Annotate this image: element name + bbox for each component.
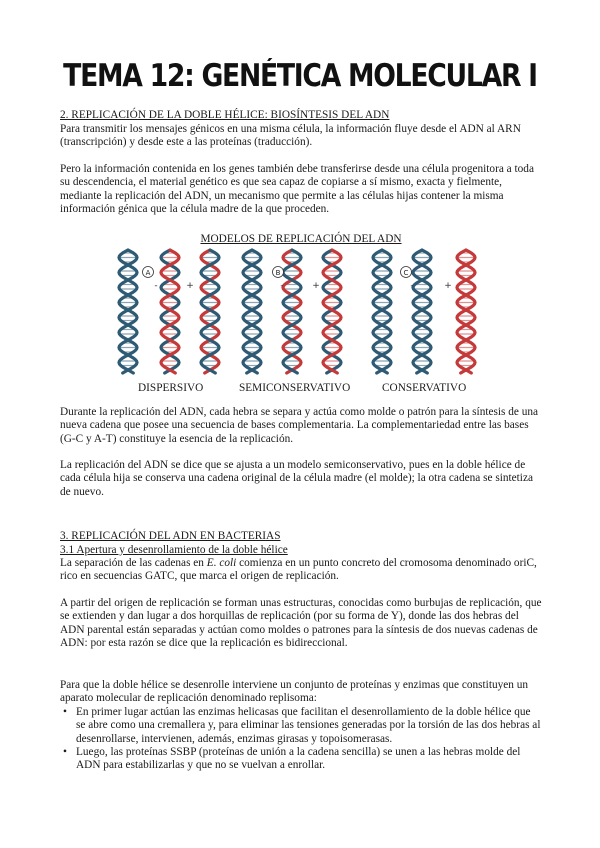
section-3-paragraph-3: Para que la doble hélice se desenrolle interviene un conjunto de proteínas y enzimas que constituyen un aparato molecular de replicación denominado replisoma: — [60, 679, 529, 705]
species-name: E. coli — [206, 557, 237, 569]
label-conservative: CONSERVATIVO — [382, 382, 467, 394]
semiconservative-parental-helix — [243, 250, 261, 373]
list-item: • En primer lugar actúan las enzimas helicasas que facilitan el desenrollamiento de la doble hélice que se abre como una cremallera y, para eliminar las tensiones generadas por la torsión de las dos hebras al desenrollarse, intervienen, además, enzimas girasas y topoisomerasas. — [60, 706, 542, 746]
model-marker-c — [401, 267, 412, 278]
replication-models-figure — [110, 246, 490, 378]
section-3-paragraph-2: A partir del origen de replicación se forman unas estructuras, conocidas como burbujas de replicación, que se extienden y dan lugar a dos horquillas de replicación (por su forma de Y), donde las dos hebras del ADN parental están separadas y actúan como moldes o patrones para la síntesis de dos nuevas cadenas de ADN: por esta razón se dice que la replicación es bidireccional. — [60, 597, 542, 649]
plus-sign: + — [312, 281, 320, 291]
replisome-bullet-list — [60, 706, 542, 772]
minus-sign: - — [280, 281, 284, 291]
svg-text:A: A — [145, 269, 151, 277]
figure-title: MODELOS DE REPLICACIÓN DEL ADN — [200, 233, 402, 245]
section-2-paragraph-2: Pero la información contenida en los genes también debe transferirse desde una célula progenitora a toda su descendencia, el material genético es que sea capaz de copiarse a sí mismo, exacta y fielmente, mediante la replicación del ADN, un mecanismo que permite a las células hijas contener la misma información génica que la célula madre de la que proceden. — [60, 163, 534, 215]
svg-text:B: B — [275, 269, 281, 277]
label-dispersive: DISPERSIVO — [138, 382, 204, 394]
dispersive-daughter-helix-1 — [161, 250, 179, 373]
minus-sign: - — [410, 281, 414, 291]
model-marker-a — [143, 267, 154, 278]
dispersive-parental-helix — [119, 250, 137, 373]
plus-sign: + — [444, 281, 452, 291]
model-marker-b — [273, 267, 284, 278]
label-semiconservative: SEMICONSERVATIVO — [239, 382, 351, 394]
page-title: TEMA 12: GENÉTICA MOLECULAR I — [63, 58, 537, 94]
minus-sign: - — [154, 281, 158, 291]
conservative-parental-helix — [373, 250, 391, 373]
conservative-daughter-helix-1 — [413, 250, 431, 373]
section-2-paragraph-3: Durante la replicación del ADN, cada hebra se separa y actúa como molde o patrón para la síntesis de una nueva cadena que posee una secuencia de bases complementaria. La complementariedad entre las bases (G-C y A-T) constituye la esencia de la replicación. — [60, 406, 539, 445]
conservative-daughter-helix-2 — [457, 250, 475, 373]
semiconservative-daughter-helix-1 — [283, 250, 301, 373]
section-2-paragraph-4: La replicación del ADN se dice que se ajusta a un modelo semiconservativo, pues en la doble hélice de cada célula hija se conserva una cadena original de la célula madre (el molde); la otra cadena se sintetiza de nuevo. — [60, 459, 533, 498]
svg-text:C: C — [403, 269, 409, 277]
dispersive-daughter-helix-2 — [201, 250, 219, 373]
semiconservative-daughter-helix-2 — [323, 250, 341, 373]
section-2-heading: 2. REPLICACIÓN DE LA DOBLE HÉLICE: BIOSÍNTESIS DEL ADN — [60, 109, 390, 121]
section-3-heading: 3. REPLICACIÓN DEL ADN EN BACTERIAS — [60, 530, 281, 542]
list-item: • Luego, las proteínas SSBP (proteínas de unión a la cadena sencilla) se unen a las hebras molde del ADN para estabilizarlas y que no se vuelvan a enrollar. — [60, 746, 542, 773]
section-3-1-subheading: 3.1 Apertura y desenrollamiento de la doble hélice — [60, 544, 288, 556]
section-3-paragraph-1: La separación de las cadenas en E. coli comienza en un punto concreto del cromosoma denominado oriC, rico en secuencias GATC, que marca el origen de replicación. — [60, 557, 537, 583]
section-2-paragraph-1: Para transmitir los mensajes génicos en una misma célula, la información fluye desde el ADN al ARN (transcripción) y desde este a las proteínas (traducción). — [60, 123, 521, 149]
plus-sign: + — [186, 281, 194, 291]
